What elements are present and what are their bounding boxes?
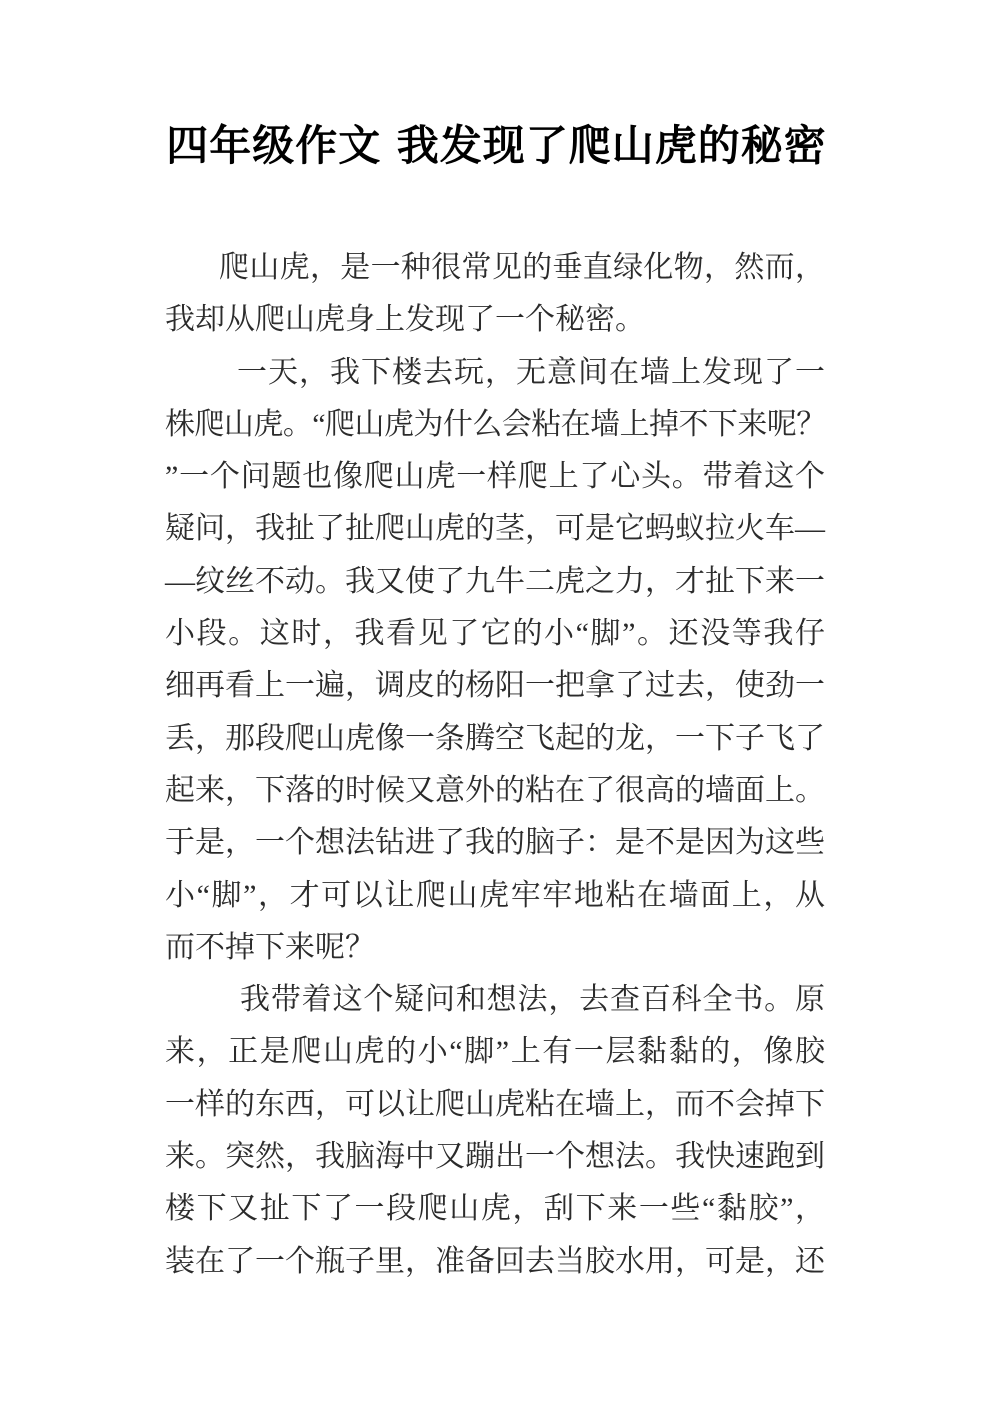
text-line: 于是，一个想法钻进了我的脑子：是不是因为这些 <box>165 826 825 860</box>
essay-body <box>165 242 825 1288</box>
text-line: 装在了一个瓶子里，准备回去当胶水用，可是，还 <box>165 1244 825 1278</box>
text-line: 丢，那段爬山虎像一条腾空飞起的龙，一下子飞了 <box>165 721 825 755</box>
text-line: 楼下又扯下了一段爬山虎，刮下来一些“黏胶”， <box>165 1192 825 1226</box>
text-line: 小段。这时，我看见了它的小“脚”。还没等我仔 <box>165 617 825 651</box>
paragraph <box>165 974 825 1288</box>
text-line: 来，正是爬山虎的小“脚”上有一层黏黏的，像胶 <box>165 1035 825 1069</box>
text-line: 疑问，我扯了扯爬山虎的茎，可是它蚂蚁拉火车— <box>165 512 825 546</box>
page-title: 四年级作文 我发现了爬山虎的秘密 <box>166 121 827 170</box>
text-line: 一样的东西，可以让爬山虎粘在墙上，而不会掉下 <box>165 1087 825 1121</box>
text-line: ”一个问题也像爬山虎一样爬上了心头。带着这个 <box>165 460 825 494</box>
text-line: 爬山虎，是一种很常见的垂直绿化物，然而， <box>219 251 825 284</box>
text-line: 株爬山虎。“爬山虎为什么会粘在墙上掉不下来呢？ <box>165 407 825 441</box>
paragraph <box>165 242 825 347</box>
text-line: 细再看上一遍，调皮的杨阳一把拿了过去，使劲一 <box>165 669 825 703</box>
text-line: 来。突然，我脑海中又蹦出一个想法。我快速跑到 <box>165 1140 825 1174</box>
text-line: 小“脚”，才可以让爬山虎牢牢地粘在墙面上，从 <box>165 878 825 912</box>
text-line: 而不掉下来呢？ <box>165 930 375 964</box>
text-line: 一天，我下楼去玩，无意间在墙上发现了一 <box>237 355 825 389</box>
paragraph <box>165 347 825 975</box>
text-line: 起来，下落的时候又意外的粘在了很高的墙面上。 <box>165 773 825 807</box>
text-line: 我带着这个疑问和想法，去查百科全书。原 <box>240 983 825 1017</box>
text-line: —纹丝不动。我又使了九牛二虎之力，才扯下来一 <box>165 564 825 598</box>
text-line: 我却从爬山虎身上发现了一个秘密。 <box>165 303 645 337</box>
